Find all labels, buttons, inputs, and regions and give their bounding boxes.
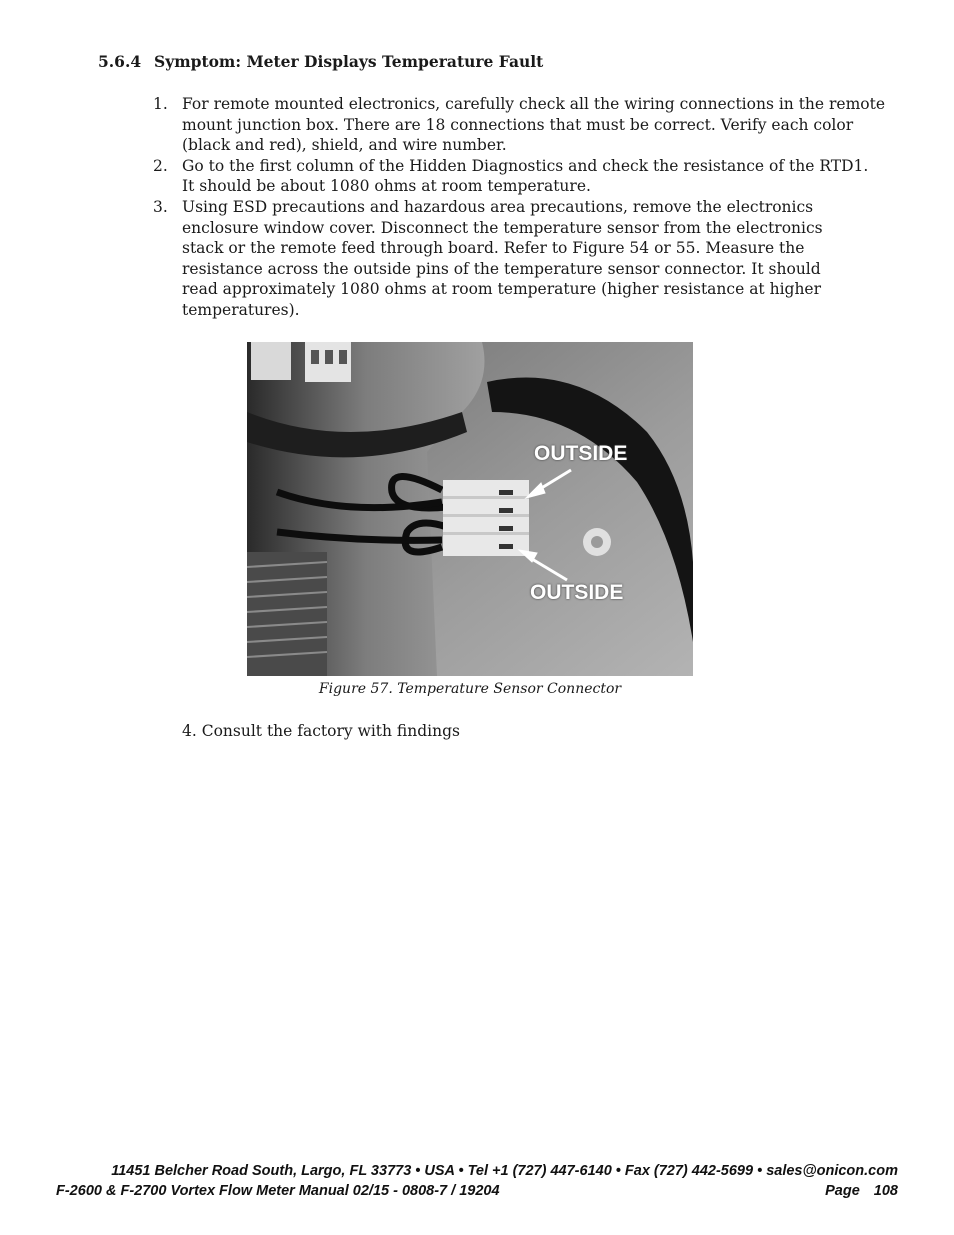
step-line: Go to the first column of the Hidden Diagnostics and check the resistance of the RTD1.	[182, 156, 869, 175]
step-number: 1.	[153, 95, 168, 113]
step-line: stack or the remote feed through board. Refer to Figure 54 or 55. Measure the	[182, 239, 805, 258]
page-label: Page	[825, 1183, 860, 1199]
section-number: 5.6.4	[98, 52, 142, 71]
step-item-1	[153, 94, 893, 156]
temperature-sensor-photo	[247, 342, 693, 676]
outside-label-top: OUTSIDE	[534, 442, 628, 465]
step-line: resistance across the outside pins of the temperature sensor connector. It should	[182, 259, 821, 278]
step-line: It should be about 1080 ohms at room temperature.	[182, 177, 591, 196]
footer-manual-title: F-2600 & F-2700 Vortex Flow Meter Manual 02/15 - 0808-7 / 19204	[56, 1183, 500, 1199]
section-title: Symptom: Meter Displays Temperature Fault	[154, 52, 544, 71]
outside-label-bottom: OUTSIDE	[530, 581, 624, 604]
step-line: read approximately 1080 ohms at room temperature (higher resistance at higher	[182, 280, 822, 299]
page-indicator	[811, 1183, 898, 1199]
step-line: (black and red), shield, and wire number.	[182, 136, 507, 155]
step-line: For remote mounted electronics, carefully check all the wiring connections in the remote	[182, 95, 886, 113]
step-item-2	[153, 156, 893, 197]
step-line: temperatures).	[182, 300, 300, 319]
footer-address: 11451 Belcher Road South, Largo, FL 33773 • USA • Tel +1 (727) 447-6140 • Fax (727) 442-5699 • sales@onicon.com	[111, 1163, 898, 1179]
step-line: Using ESD precautions and hazardous area precautions, remove the electronics	[182, 197, 814, 216]
page-number: 108	[873, 1183, 898, 1199]
step-number: 3.	[153, 197, 168, 216]
figure-caption: Figure 57. Temperature Sensor Connector	[318, 681, 622, 697]
step-number: 2.	[153, 156, 168, 175]
step-line: enclosure window cover. Disconnect the temperature sensor from the electronics	[182, 218, 823, 237]
step-item-4: 4. Consult the factory with findings	[182, 722, 460, 740]
connector-photo-drawing	[247, 342, 693, 676]
step-line: mount junction box. There are 18 connections that must be correct. Verify each color	[182, 115, 854, 134]
section-heading	[98, 52, 543, 71]
steps-list	[153, 94, 893, 321]
step-item-3	[153, 197, 893, 321]
